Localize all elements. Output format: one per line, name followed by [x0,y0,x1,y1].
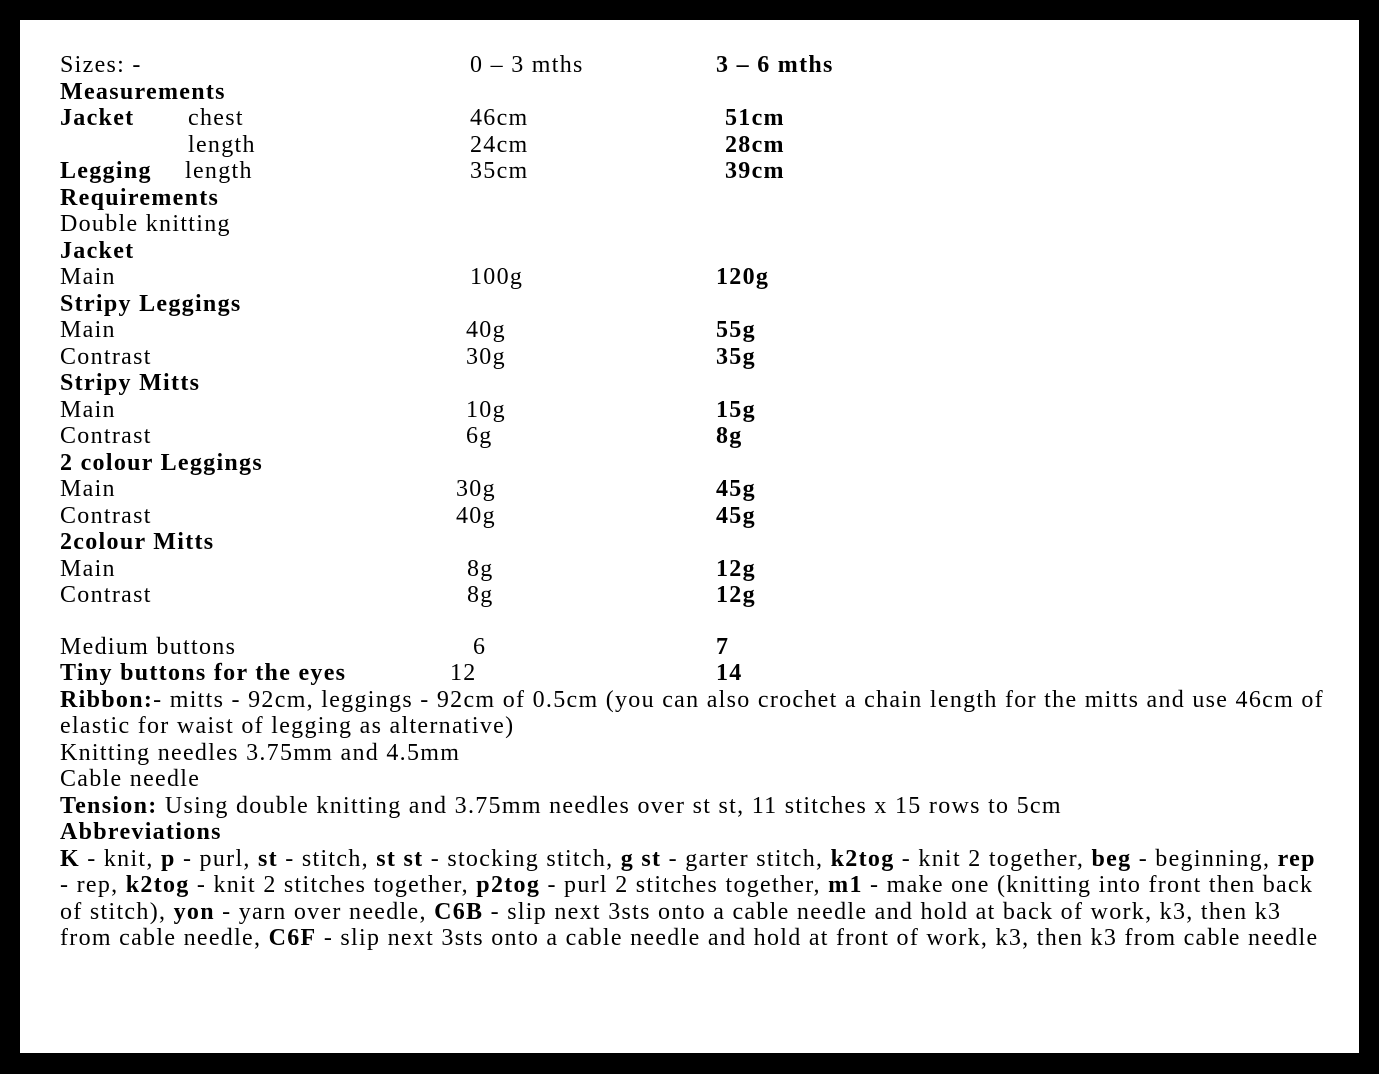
abbreviation-term: m1 [828,872,863,898]
row-label-bold: Legging [60,158,152,184]
abbreviation-definition: - stocking stitch, [423,845,621,872]
row-label: Sizes: - [60,52,142,78]
abbreviation-definition: - beginning, [1131,845,1278,872]
ribbon-label: Ribbon: [60,686,154,713]
tension-label: Tension: [60,792,158,819]
size-3-6-value: 28cm [725,131,785,158]
size-3-6-value: 51cm [725,105,785,131]
table-row [60,450,1330,477]
row-label-bold: Jacket [60,105,135,131]
size-3-6-value: 12g [716,555,756,582]
table-row [60,211,1330,238]
size-0-3-value: 30g [466,343,506,370]
size-0-3-value: 8g [467,582,494,608]
abbreviation-definition: - slip next 3sts onto a cable needle and hold at front of work, k3, then k3 from cable needle [316,925,1319,951]
table-row [60,291,1330,318]
spacer [60,609,1330,634]
table-row [60,105,1330,132]
size-3-6-value: 7 [716,633,730,660]
size-3-6-value: 12g [716,582,756,608]
abbreviations-heading: Abbreviations [60,819,222,845]
abbreviation-term: beg [1091,845,1132,872]
table-row [60,476,1330,503]
size-0-3-value: 35cm [470,158,529,184]
abbreviation-definition: - knit 2 stitches together, [189,872,477,898]
row-label: chest [188,105,244,131]
sizes-requirements-table [60,52,1330,687]
table-row [60,132,1330,159]
section-heading: Jacket [60,237,135,264]
table-row [60,79,1330,106]
abbreviation-term: k2tog [125,872,190,898]
size-3-6-value: 14 [716,660,743,686]
size-0-3-value: 40g [456,502,496,529]
abbreviation-definition: - stitch, [277,845,377,872]
size-3-6-value: 15g [716,396,756,423]
row-label: Medium buttons [60,633,237,660]
needles-line: Knitting needles 3.75mm and 4.5mm [60,739,461,766]
abbreviation-term: K [60,845,80,872]
abbreviation-term: rep [1277,845,1316,872]
size-0-3-value: 46cm [470,105,529,131]
row-label: Contrast [60,502,152,529]
size-0-3-value: 24cm [470,131,529,158]
ribbon-paragraph [60,687,1330,740]
abbreviation-definition: - knit 2 together, [894,845,1092,872]
abbreviations-paragraph [60,846,1330,952]
row-label: Contrast [60,423,152,449]
abbreviation-term: st [258,845,278,872]
table-row [60,582,1330,609]
size-0-3-value: 100g [470,264,524,290]
size-0-3-value: 6 [473,633,487,660]
ribbon-text: - mitts - 92cm, leggings - 92cm of 0.5cm (you can also crochet a chain length for the mitts and use 46cm of elastic for waist of legging as alternative) [60,686,1324,739]
table-row [60,185,1330,212]
size-0-3-value: 40g [466,317,506,343]
size-3-6-value: 120g [716,264,770,290]
table-row [60,556,1330,583]
abbreviation-term: yon [173,898,215,925]
table-row [60,529,1330,556]
abbreviation-definition: - purl, [175,845,259,872]
section-heading: 2colour Mitts [60,529,215,555]
size-3-6-value: 55g [716,317,756,343]
table-row [60,317,1330,344]
row-label: Main [60,555,116,582]
document-page [20,20,1359,1053]
table-row [60,660,1330,687]
abbreviation-term: C6B [434,898,484,925]
abbreviation-term: p [161,845,176,872]
size-3-6-value: 35g [716,343,756,370]
abbreviation-term: st st [376,845,424,872]
table-row [60,158,1330,185]
row-label: Contrast [60,343,152,370]
size-3-6-value: 45g [716,502,756,529]
abbreviation-term: k2tog [830,845,895,872]
abbreviation-definition: - knit, [79,845,161,872]
size-0-3-value: 30g [456,476,496,502]
pattern-content [60,52,1330,952]
table-row [60,238,1330,265]
abbreviation-definition: - make one (knitting into front then back of stitch), [60,872,1314,925]
row-label-bold: Tiny buttons for the eyes [60,660,347,686]
row-label: Main [60,476,116,502]
row-label: Main [60,317,116,343]
size-0-3-value: 12 [450,660,477,686]
size-3-6-value: 3 – 6 mths [716,52,834,78]
table-row [60,344,1330,371]
cable-needle-line: Cable needle [60,766,201,792]
tension-text: Using double knitting and 3.75mm needles over st st, 11 stitches x 15 rows to 5cm [157,792,1062,819]
section-heading: Stripy Mitts [60,370,201,396]
abbreviation-definition: - garter stitch, [661,845,831,872]
size-0-3-value: 10g [466,396,506,423]
row-label: Main [60,264,116,290]
row-label: length [185,158,253,184]
table-row [60,370,1330,397]
abbreviation-definition: - purl 2 stitches together, [540,872,829,898]
size-0-3-value: 8g [467,555,494,582]
abbreviation-term: p2tog [476,872,541,898]
row-label: Main [60,396,116,423]
size-3-6-value: 45g [716,476,756,502]
table-row [60,634,1330,661]
abbreviation-term: C6F [268,925,317,951]
section-heading: Requirements [60,184,220,211]
table-row [60,52,1330,79]
row-label: length [188,131,256,158]
row-label: Contrast [60,582,152,608]
abbreviation-term: g st [620,845,662,872]
section-heading: Measurements [60,78,226,105]
tension-paragraph [60,793,1330,820]
size-3-6-value: 8g [716,423,743,449]
table-row [60,264,1330,291]
size-3-6-value: 39cm [725,158,785,184]
size-0-3-value: 6g [466,423,493,449]
table-row [60,423,1330,450]
row-label: Double knitting [60,211,231,237]
section-heading: 2 colour Leggings [60,449,264,476]
section-heading: Stripy Leggings [60,290,242,317]
table-row [60,397,1330,424]
abbreviation-definition: - slip next 3sts onto a cable needle and hold at back of work, k3, then k3 from cable needle, [60,898,1282,951]
table-row [60,503,1330,530]
abbreviation-definition: - yarn over needle, [214,898,435,925]
abbreviation-definition: - rep, [60,872,126,898]
size-0-3-value: 0 – 3 mths [470,52,584,78]
